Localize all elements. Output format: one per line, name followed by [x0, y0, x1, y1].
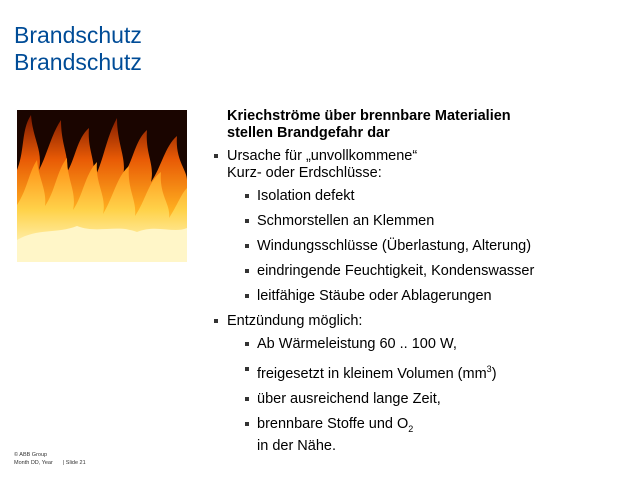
sub-bullet-text: Schmorstellen an Klemmen: [257, 213, 435, 229]
bullet-marker: [245, 342, 249, 346]
bullet-marker: [245, 367, 249, 371]
slide-title-line2: Brandschutz: [14, 49, 142, 75]
heading-line1: Kriechströme über brennbare Materialien: [227, 108, 511, 124]
footer-copyright: © ABB Group: [14, 452, 48, 458]
sub-bullet-text: über ausreichend lange Zeit,: [257, 390, 441, 407]
fire-image: [17, 110, 187, 262]
bullet-marker: [214, 154, 218, 158]
sub-bullet: [212, 391, 632, 408]
bullet-marker: [245, 269, 249, 273]
sub-bullet: [212, 238, 632, 255]
bullet-ignition-text: Entzündung möglich:: [227, 313, 363, 329]
sub-bullet-text-line2: in der Nähe.: [257, 437, 336, 454]
sub-bullet-text: Ab Wärmeleistung 60 .. 100 W,: [257, 336, 457, 352]
sub-bullet-text: leitfähige Stäube oder Ablagerungen: [257, 288, 492, 304]
bullet-cause-line2: Kurz- oder Erdschlüsse:: [227, 165, 382, 181]
bullet-marker: [245, 422, 249, 426]
bullet-marker: [245, 294, 249, 298]
sub-bullet-text: freigesetzt in kleinem Volumen (mm: [257, 365, 487, 382]
sub-bullet-text: Isolation defekt: [257, 188, 355, 204]
content-heading: [227, 108, 632, 142]
bullet-marker: [245, 219, 249, 223]
bullet-content: [212, 108, 632, 463]
bullet-cause-line1: Ursache für „unvollkommene“: [227, 148, 418, 164]
heading-line2: stellen Brandgefahr dar: [227, 125, 390, 141]
footer-date: Month DD, Year: [14, 460, 53, 466]
sub-bullet: [212, 213, 632, 230]
footer-slide-number: | Slide 21: [62, 460, 86, 466]
bullet-marker: [214, 319, 218, 323]
sub-bullet-text: Windungsschlüsse (Überlastung, Alterung): [257, 238, 532, 254]
bullet-marker: [245, 194, 249, 198]
sub-bullet: [212, 188, 632, 205]
sub-bullet: [212, 336, 632, 353]
bullet-cause: [212, 148, 632, 182]
slide-title: [14, 22, 142, 76]
footer-meta: [14, 460, 86, 466]
slide-title-line1: Brandschutz: [14, 22, 142, 48]
sub-bullet: [212, 361, 632, 383]
sub-bullet: [212, 263, 632, 280]
bullet-marker: [245, 244, 249, 248]
sub-bullet-text: eindringende Feuchtigkeit, Kondenswasser: [257, 263, 535, 279]
bullet-ignition: [212, 313, 632, 330]
subscript-2: 2: [408, 423, 414, 434]
sub-bullet-text: brennbare Stoffe und O: [257, 415, 409, 432]
sub-bullet: [212, 288, 632, 305]
sub-bullet: [212, 416, 632, 455]
superscript-3: 3: [486, 364, 492, 374]
sub-bullet-text-end: ): [491, 365, 497, 382]
bullet-marker: [245, 397, 249, 401]
